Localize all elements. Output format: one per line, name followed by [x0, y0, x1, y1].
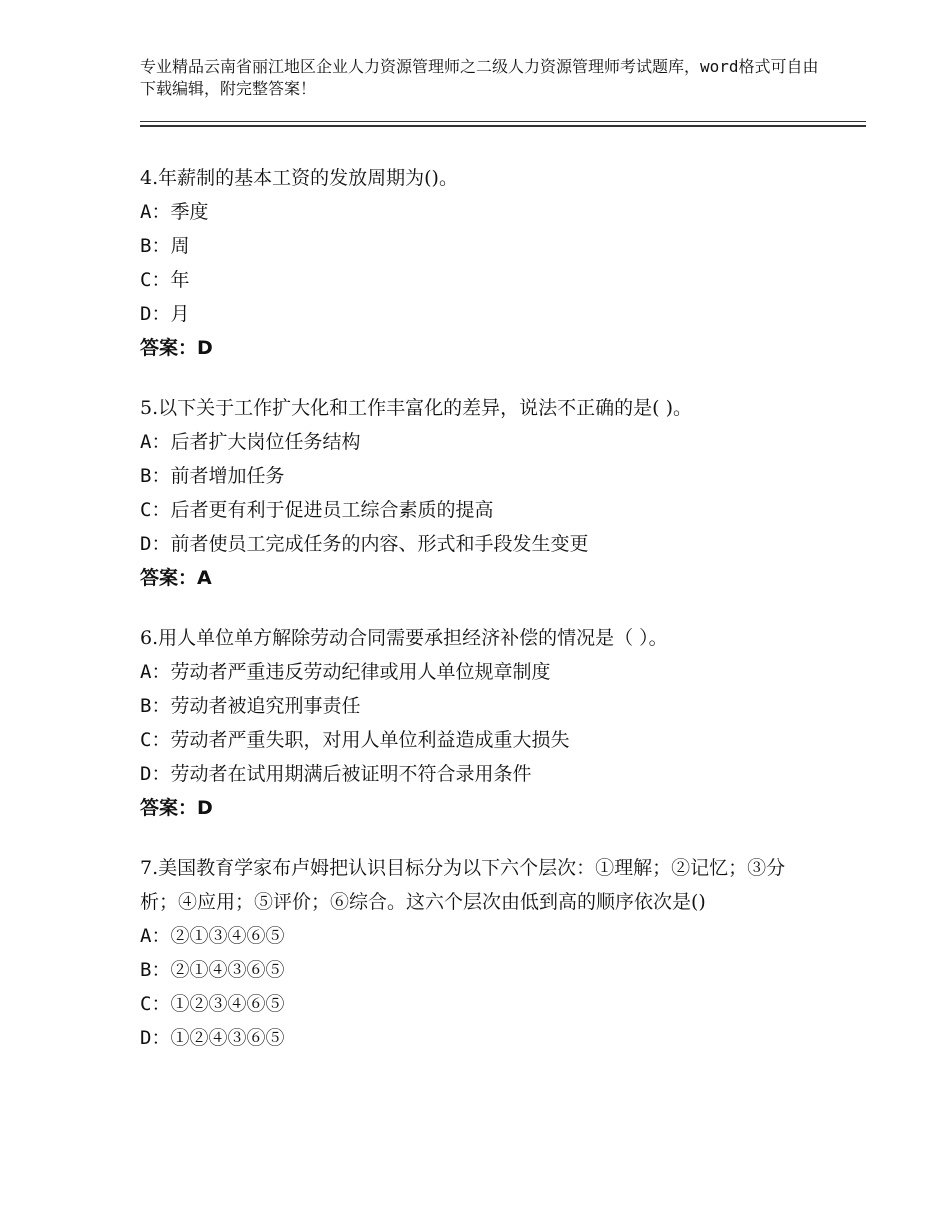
question-6	[140, 621, 820, 825]
option-c: C：劳动者严重失职，对用人单位利益造成重大损失	[140, 729, 570, 751]
option-c: C：年	[140, 269, 190, 291]
answer: 答案：A	[140, 567, 212, 589]
header-title: 专业精品云南省丽江地区企业人力资源管理师之二级人力资源管理师考试题库，word格式可自由下载编辑，附完整答案！	[140, 57, 819, 98]
question-5	[140, 391, 820, 595]
answer: 答案：D	[140, 797, 213, 819]
answer: 答案：D	[140, 337, 213, 359]
option-a: A：季度	[140, 201, 209, 223]
document-header	[140, 56, 820, 100]
question-7	[140, 851, 820, 1055]
option-a: A：②①③④⑥⑤	[140, 925, 285, 947]
option-b: B：前者增加任务	[140, 465, 285, 487]
header-divider	[140, 121, 866, 122]
option-d: D：前者使员工完成任务的内容、形式和手段发生变更	[140, 533, 589, 555]
option-b: B：劳动者被追究刑事责任	[140, 695, 361, 717]
option-d: D：劳动者在试用期满后被证明不符合录用条件	[140, 763, 532, 785]
question-list	[140, 161, 820, 1081]
question-text: 7.美国教育学家布卢姆把认识目标分为以下六个层次：①理解；②记忆；③分析；④应用；⑤评价；⑥综合。这六个层次由低到高的顺序依次是()	[140, 857, 786, 913]
option-d: D：月	[140, 303, 190, 325]
option-a: A：劳动者严重违反劳动纪律或用人单位规章制度	[140, 661, 551, 683]
question-4	[140, 161, 820, 365]
option-b: B：周	[140, 235, 190, 257]
header-divider-thick	[140, 125, 866, 127]
option-c: C：后者更有利于促进员工综合素质的提高	[140, 499, 494, 521]
option-c: C：①②③④⑥⑤	[140, 993, 285, 1015]
option-b: B：②①④③⑥⑤	[140, 959, 285, 981]
question-text: 6.用人单位单方解除劳动合同需要承担经济补偿的情况是（ ）。	[140, 627, 668, 649]
question-text: 5.以下关于工作扩大化和工作丰富化的差异，说法不正确的是( )。	[140, 397, 692, 419]
option-a: A：后者扩大岗位任务结构	[140, 431, 361, 453]
option-d: D：①②④③⑥⑤	[140, 1027, 285, 1049]
question-text: 4.年薪制的基本工资的发放周期为()。	[140, 167, 458, 189]
